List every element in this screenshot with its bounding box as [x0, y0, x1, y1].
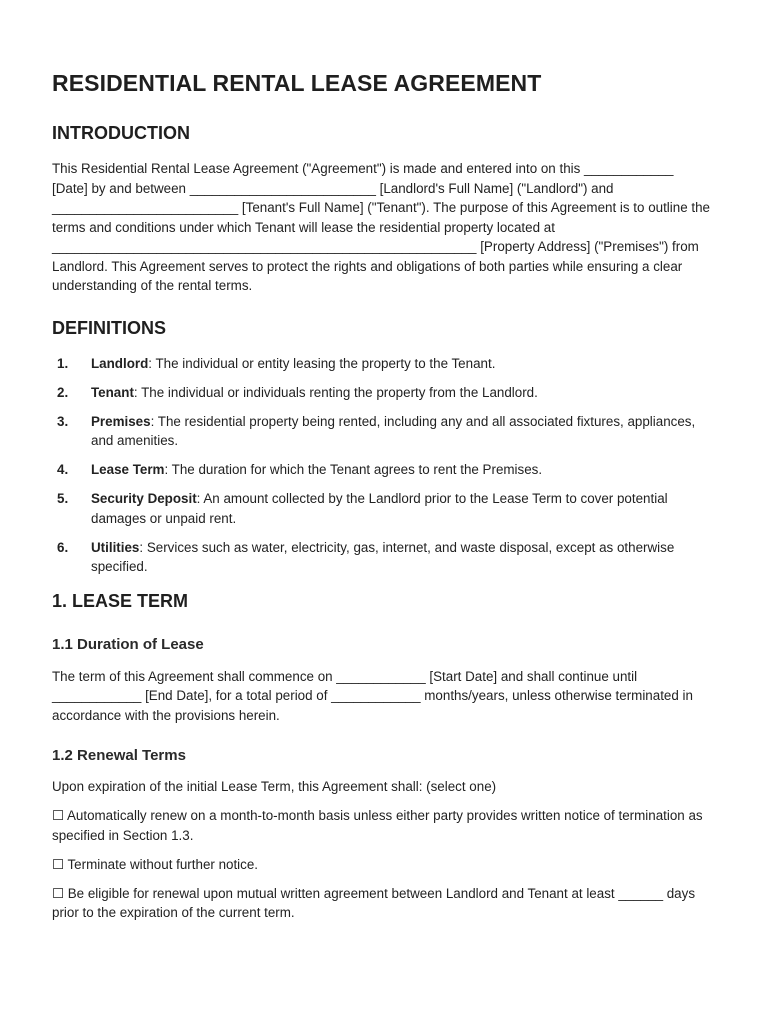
- introduction-heading: INTRODUCTION: [52, 123, 190, 143]
- renewal-option-auto-renew[interactable]: ☐ Automatically renew on a month-to-month basis unless either party provides written notice of termination as specified in Section 1.3.: [52, 808, 703, 843]
- definition-term: Tenant: [91, 384, 134, 400]
- definition-number: 2.: [57, 384, 69, 400]
- definition-text: : Services such as water, electricity, gas, internet, and waste disposal, except as otherwise specified.: [91, 539, 675, 574]
- renewal-option-terminate[interactable]: ☐ Terminate without further notice.: [52, 856, 259, 872]
- definition-number: 5.: [57, 491, 69, 506]
- definition-text: : The duration for which the Tenant agrees to rent the Premises.: [164, 462, 543, 477]
- renewal-heading: 1.2 Renewal Terms: [52, 747, 186, 764]
- definition-term: Security Deposit: [91, 491, 197, 506]
- definition-item: [52, 460, 710, 480]
- duration-heading: 1.1 Duration of Lease: [52, 635, 204, 653]
- duration-paragraph: The term of this Agreement shall commence on ____________ [Start Date] and shall continue until ____________ [End Date], for a total period of ____________ months/years, unless otherwise terminated in accordance with the provisions herein.: [52, 668, 693, 723]
- renewal-intro: Upon expiration of the initial Lease Term, this Agreement shall: (select one): [52, 779, 497, 794]
- definition-text: : The individual or individuals renting the property from the Landlord.: [133, 384, 538, 400]
- definition-item: [52, 489, 710, 528]
- definitions-list: [52, 354, 710, 577]
- definition-item: [52, 538, 710, 577]
- document-title: RESIDENTIAL RENTAL LEASE AGREEMENT: [52, 70, 542, 96]
- definition-text: : The individual or entity leasing the property to the Tenant.: [148, 355, 496, 371]
- definition-number: 3.: [57, 413, 69, 429]
- renewal-option-mutual-agreement[interactable]: ☐ Be eligible for renewal upon mutual written agreement between Landlord and Tenant at least ______ days prior to the expiration of the current term.: [52, 885, 696, 920]
- definition-item: [52, 383, 710, 403]
- definitions-heading: DEFINITIONS: [52, 317, 167, 338]
- definition-number: 1.: [57, 355, 69, 371]
- definition-term: Lease Term: [91, 462, 165, 477]
- definition-number: 6.: [57, 539, 69, 555]
- definition-item: [52, 354, 710, 374]
- definition-term: Utilities: [91, 539, 140, 555]
- definition-term: Premises: [91, 413, 151, 429]
- lease-term-heading: 1. LEASE TERM: [52, 590, 189, 611]
- definition-text: : An amount collected by the Landlord prior to the Lease Term to cover potential damages or unpaid rent.: [91, 491, 668, 526]
- definition-item: [52, 412, 710, 451]
- definition-number: 4.: [57, 462, 69, 477]
- introduction-paragraph: This Residential Rental Lease Agreement ("Agreement") is made and entered into on this ____________ [Date] by and between _________________________ [Landlord's Full Name] ("Landlord") and _________________________ [Tenant's Full Name] ("Tenant"). The purpose of this Agreement is to outline the terms and conditions under which Tenant will lease the residential property located at _________________________________________________________ [Property Address] ("Premises") from Landlord. This Agreement serves to protect the rights and obligations of both parties while ensuring a clear understanding of the rental terms.: [52, 161, 710, 293]
- definition-term: Landlord: [91, 355, 149, 371]
- definition-text: : The residential property being rented, including any and all associated fixtures, appliances, and amenities.: [91, 413, 696, 448]
